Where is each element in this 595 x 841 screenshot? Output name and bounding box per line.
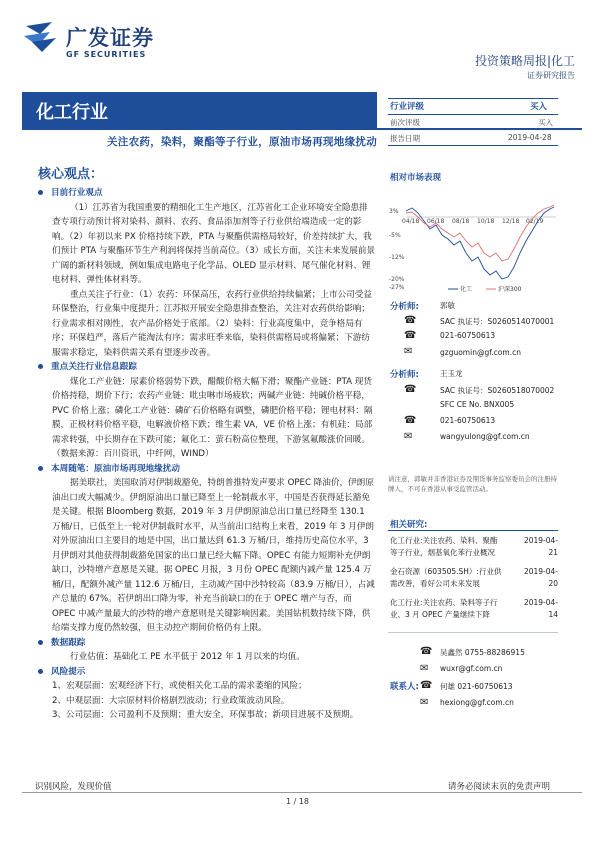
contact-1-email[interactable]: wuxr@gf.com.cn [440,664,503,673]
analyst-email[interactable]: wangyulong@gf.com.cn [440,432,530,441]
title-underline [22,128,582,130]
related-item[interactable] [390,566,558,590]
related-item-day: 20 [548,579,558,588]
x-tick: 12/18 [502,218,520,225]
email-icon: ✉ [404,431,413,442]
analyst-cert: SAC 执证号：S0260518070002 [440,386,555,395]
section-heading: 数据跟踪 [51,637,86,648]
analyst-label: 分析师: [390,370,419,380]
industry-title: 化工行业 [36,102,108,123]
footer-rule [22,792,582,793]
prev-rating-value: 买入 [538,118,553,127]
bullet-icon [38,669,43,674]
legend-chemical: 化工 [460,286,473,293]
email-icon: ✉ [404,346,413,357]
risk-item: 2、中观层面：大宗原材料价格剧烈波动；行业政策波动风险。 [52,695,290,706]
phone-icon: ☎ [420,680,433,691]
footer-slogan: 识别风险，发现价值 [35,782,112,792]
page-number: 1 / 18 [285,797,310,806]
rating-label: 行业评级 [390,102,425,112]
legend-csi300: 沪深300 [498,286,522,293]
related-item-title: 金石资源（603505.SH）:行业供 [390,567,502,576]
analyst-email[interactable]: gzguomin@gf.com.cn [440,348,521,357]
phone-icon: ☎ [404,384,417,395]
paragraph: 重点关注子行业：（1）农药：环保高压，农药行业供给持续偏紧；上市公司受益环保整治，行业集中度提升；江苏拟开展安全隐患排查整治，关注对农药供给影响；行业需求相对刚性，农产品价格处于底部。（2）染料：行业高度集中，竞争格局有序；环保趋严，落后产能淘汰有序；需求旺季来临，染料供需格局或将偏紧；下游纺服需求稳定，染料供需关系有望逐步改善。 [52,289,372,358]
rating-bottom-rule [388,145,558,146]
related-item-day: 21 [548,548,558,557]
report-subtype: 证券研究报告 [527,71,575,80]
section-heading: 目前行业观点 [51,188,103,198]
rating-mid-rule [388,114,558,115]
y-tick: -27% [389,284,405,291]
y-tick: 3% [389,208,399,215]
phone-icon: ☎ [404,330,417,341]
related-item-date: 2019-04- [523,536,558,545]
related-rule [388,530,558,531]
prev-rating-label: 前次评级 [390,118,420,127]
bullet-icon [38,190,43,195]
logo-text-en: GF SECURITIES [66,50,147,59]
risk-item: 3、公司层面：公司盈利不及预期；重大安全，环保事故；新项目进展不及预期。 [52,710,359,720]
contact-2: 何雄 021-60750613 [440,682,513,691]
paragraph: 煤化工产业链：尿素价格弱势下跌，醋酸价格大幅下滑；聚酯产业链：PTA 现货价格持稳，期价下行；农药产业链：吡虫啉市场疲软；两碱产业链：纯碱价格平稳，PVC 价格上涨；磷化工产业链：磷矿石价格略有调整，磷肥价格平稳；锂电材料：隔膜，正极材料价格平稳，电解液价格下跌；维生素 VA，VE 价格上涨；有机硅：局部需求转强，中长期存在下跌可能；氟化工：萤石粉高位整理，下游氢氟酸涨价回暖。（数据来源：百川资讯，中纤网，WIND） [52,376,373,459]
section-heading: 本周随笔：原油市场再现地缘扰动 [51,463,180,474]
contact-2-email[interactable]: hexiong@gf.com.cn [440,698,514,707]
section-heading: 风险提示 [51,666,86,677]
logo-text: 广发证券 [66,26,154,50]
related-item[interactable] [390,597,558,621]
report-subtitle: 关注农药，染料，聚酯等子行业，原油市场再现地缘扰动 [107,136,377,148]
x-tick: 06/18 [427,218,445,225]
related-item-date: 2019-04- [523,567,558,576]
analyst-phone: 021-60750613 [440,416,496,425]
contact-rule [388,632,558,633]
paragraph: （1）江苏省为我国重要的精细化工生产地区，江苏省化工企业环境安全隐患排查专项行动预计将对染料、颜料、农药、食品添加剂等子行业供给端造成一定的影响。（2）年初以来 PX 价格持续下跌，PTA 与聚酯供需格局较好，价差持续扩大，我们预计 PTA 与聚酯环节生产利润将保持当前高位。（3）成长方面，关注未来发展前景广阔的新材料领域，例如集成电路电子化学品、OLED 显示材料、尾气催化材料、锂电材料、弹性体材料等。 [52,202,376,285]
bullet-icon [38,466,43,471]
analyst-name: 王玉龙 [440,369,463,378]
related-item-title-cont: 业、3 月 OPEC 产量继续下降 [390,610,490,619]
related-item-date: 2019-04- [523,598,558,607]
analyst-cert: SAC 执证号：S0260514070001 [440,317,555,326]
x-tick: 10/18 [477,218,495,225]
rating-value: 买入 [530,102,548,112]
phone-icon: ☎ [420,646,433,657]
phone-icon: ☎ [404,415,417,426]
market-chart-title: 相对市场表现 [390,173,442,183]
report-date-label: 报告日期 [390,134,420,143]
y-tick: -5% [389,232,401,239]
analyst-label: 分析师: [390,302,419,312]
related-item-title: 化工行业:关注农药、染料等子行 [390,598,498,607]
contact-1: 吴鑫然 0755-88286915 [440,648,525,657]
x-tick: 02/19 [526,218,544,225]
email-icon: ✉ [420,663,429,674]
paragraph: 据美联社，美国取消对伊制裁豁免，特朗普推特发声要求 OPEC 降油价，伊朗原油出口或大幅减少。伊朗原油出口量已降至上一轮制裁水平，中国是否获得延长豁免是关键。根据 Bloomberg 数据，2019 年 3 月伊朗原油总出口量已经降至 130.1 万桶/日，已低至上一轮对伊制裁时水平，从当前出口结构上来看，2019 年 3 月伊朗对外原油出口主要目的地是中国，出口量达到 61.3 万桶/日，维持历史高位水平，3 月伊朗对其他获得制裁豁免国家的出口量已经大幅下降。OPEC 有能力短期补充伊朗缺口，沙特增产意愿是关键。据 OPEC 月报，3 月份 OPEC 配额内减产量 125.4 万桶/日，配额外减产量 112.6 万桶/日，主动减产国中沙特较高（83.9 万桶/日），占减产总量的 67%。若伊朗出口降为零，补充当前缺口的在于 OPEC 增产与否，而 OPEC 中减产量最大的沙特的增产意愿则是关键影响因素。美国钻机数持续下降，供给端支撑力度仍然较强，但主动控产期间价格仍有上限。 [52,478,375,633]
gf-logo-icon [22,20,60,54]
email-icon: ✉ [420,697,429,708]
section-heading: 重点关注行业信息跟踪 [51,362,137,372]
risk-item: 1、宏观层面：宏观经济下行，或使相关化工品的需求萎缩的风险； [52,681,307,691]
analyst-cert-sfc: SFC CE No. BNX005 [440,400,515,409]
x-tick: 04/18 [402,218,420,225]
phone-icon: ☎ [404,315,417,326]
footer-disclaimer[interactable]: 请务必阅读末页的免责声明 [447,782,550,792]
contact-label: 联系人: [390,682,419,692]
csi300-series-line [406,205,554,261]
report-type: 投资策略周报|化工 [474,54,575,68]
bullet-icon [38,640,43,645]
related-item[interactable] [390,535,558,559]
analyst-name: 郭敏 [440,301,455,310]
y-tick: -12% [389,254,405,261]
bullet-icon [38,364,43,369]
y-tick: -20% [389,276,405,283]
rating-top-rule [388,98,558,99]
relative-performance-chart [388,183,560,293]
core-body [38,186,376,723]
related-research-title: 相关研究: [390,520,428,530]
related-item-title-cont: 等子行业，烟基氧化苯行业概况 [390,548,495,557]
report-date-value: 2019-04-28 [508,133,552,142]
related-item-title-cont: 需改善，看好公司未来发展 [390,579,480,588]
related-item-title: 化工行业:关注农药、染料、聚酯 [390,536,498,545]
paragraph: 行业估值：基础化工 PE 水平低于 2012 年 1 月以来的均值。 [70,652,305,662]
core-view-heading: 核心观点： [38,167,104,182]
analyst-phone: 021-60750613 [440,331,496,340]
related-item-day: 14 [548,610,558,619]
x-tick: 08/18 [452,218,470,225]
regulatory-notice: 请注意，郭敏并非香港证券及期货事务监察委员会的注册持牌人，不可在香港从事受监管活动。 [388,475,557,493]
